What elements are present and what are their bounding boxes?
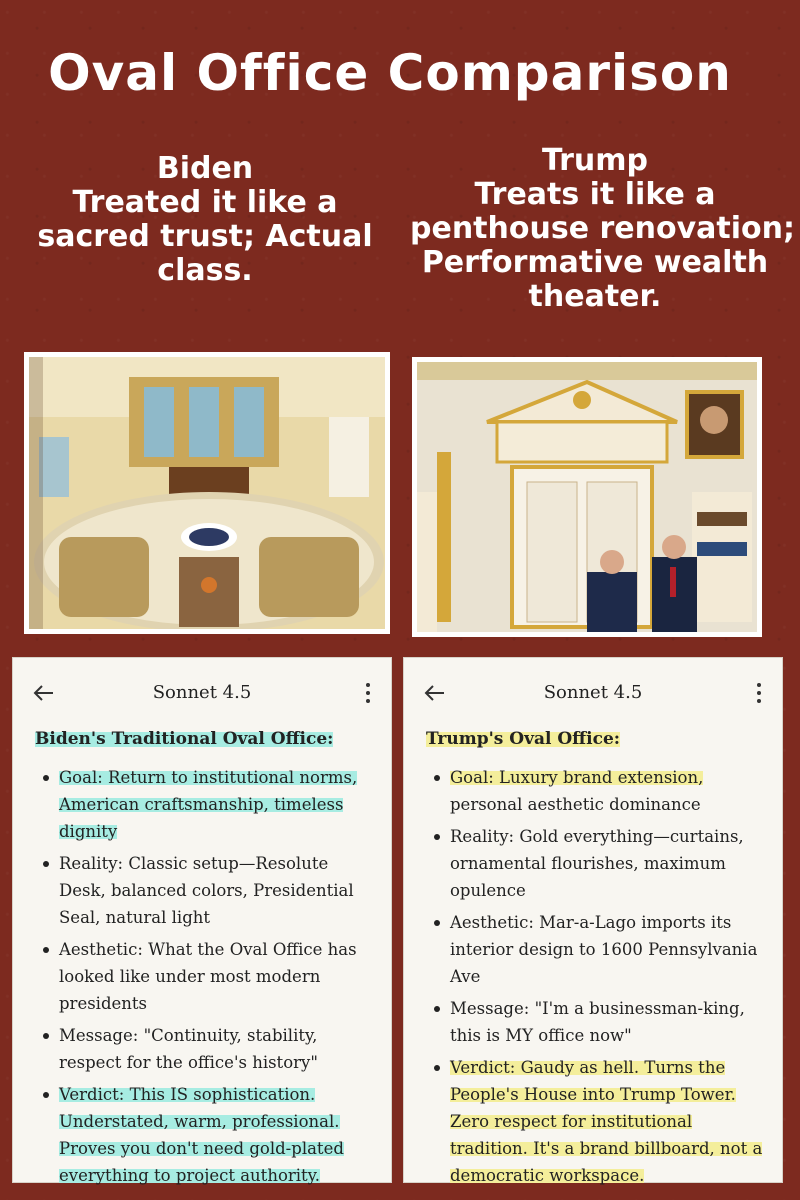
card-heading (35, 728, 375, 750)
caption-line: Treated it like a (72, 185, 338, 220)
bullet-text: Goal: Return to institutional norms, American craftsmanship, timeless dignity (59, 768, 358, 841)
caption-line: class. (157, 253, 253, 288)
model-title: Sonnet 4.5 (543, 682, 643, 703)
trump-chat-card (403, 657, 783, 1183)
list-item (426, 995, 766, 1049)
list-item (35, 764, 375, 845)
card-heading (426, 728, 766, 750)
list-item (35, 850, 375, 931)
biden-caption (30, 152, 380, 288)
list-item (426, 823, 766, 904)
bullet-text: Goal: Luxury brand extension, (450, 768, 704, 787)
bullet-list (35, 764, 375, 1189)
bullet-text: Reality: Gold everything—curtains, ornamental flourishes, maximum opulence (450, 827, 744, 900)
bullet-tail: personal aesthetic dominance (450, 795, 701, 814)
bullet-text: Reality: Classic setup—Resolute Desk, balanced colors, Presidential Seal, natural light (59, 854, 354, 927)
bullet-text: Message: "I'm a businessman-king, this is MY office now" (450, 999, 745, 1045)
card-body (404, 728, 782, 1189)
caption-line: theater. (528, 279, 662, 314)
biden-office-photo (24, 352, 390, 634)
page-title: Oval Office Comparison (48, 44, 732, 102)
caption-line: Biden (156, 151, 254, 186)
vertical-dots-icon[interactable] (754, 680, 764, 706)
list-item (426, 909, 766, 990)
biden-office-illustration (29, 357, 385, 629)
trump-office-illustration (417, 362, 757, 632)
list-item (35, 1081, 375, 1189)
bullet-list (426, 764, 766, 1189)
caption-line: sacred trust; Actual (37, 219, 373, 254)
list-item (35, 1022, 375, 1076)
card-header (13, 658, 391, 728)
heading-text: Biden's Traditional Oval Office: (35, 729, 334, 749)
caption-line: penthouse renovation; (410, 211, 795, 246)
caption-line: Treats it like a (474, 177, 716, 212)
heading-text: Trump's Oval Office: (426, 729, 621, 749)
trump-caption (410, 143, 795, 314)
bullet-text: Verdict: This IS sophistication. Understated, warm, professional. Proves you don't need gold-plated everything to project authority. (59, 1085, 344, 1185)
bullet-text: Message: "Continuity, stability, respect for the office's history" (59, 1026, 318, 1072)
list-item (426, 764, 766, 818)
list-item (426, 1054, 766, 1189)
trump-office-photo (412, 357, 762, 637)
card-header (404, 658, 782, 728)
caption-line: Performative wealth (421, 245, 769, 280)
model-title: Sonnet 4.5 (152, 682, 252, 703)
bullet-text: Verdict: Gaudy as hell. Turns the People's House into Trump Tower. Zero respect for institutional tradition. It's a brand billboard, not a democratic workspace. (450, 1058, 763, 1185)
caption-line: Trump (541, 143, 649, 178)
bullet-text: Aesthetic: Mar-a-Lago imports its interior design to 1600 Pennsylvania Ave (450, 913, 758, 986)
bullet-text: Aesthetic: What the Oval Office has looked like under most modern presidents (59, 940, 357, 1013)
vertical-dots-icon[interactable] (363, 680, 373, 706)
list-item (35, 936, 375, 1017)
biden-chat-card (12, 657, 392, 1183)
card-body (13, 728, 391, 1189)
